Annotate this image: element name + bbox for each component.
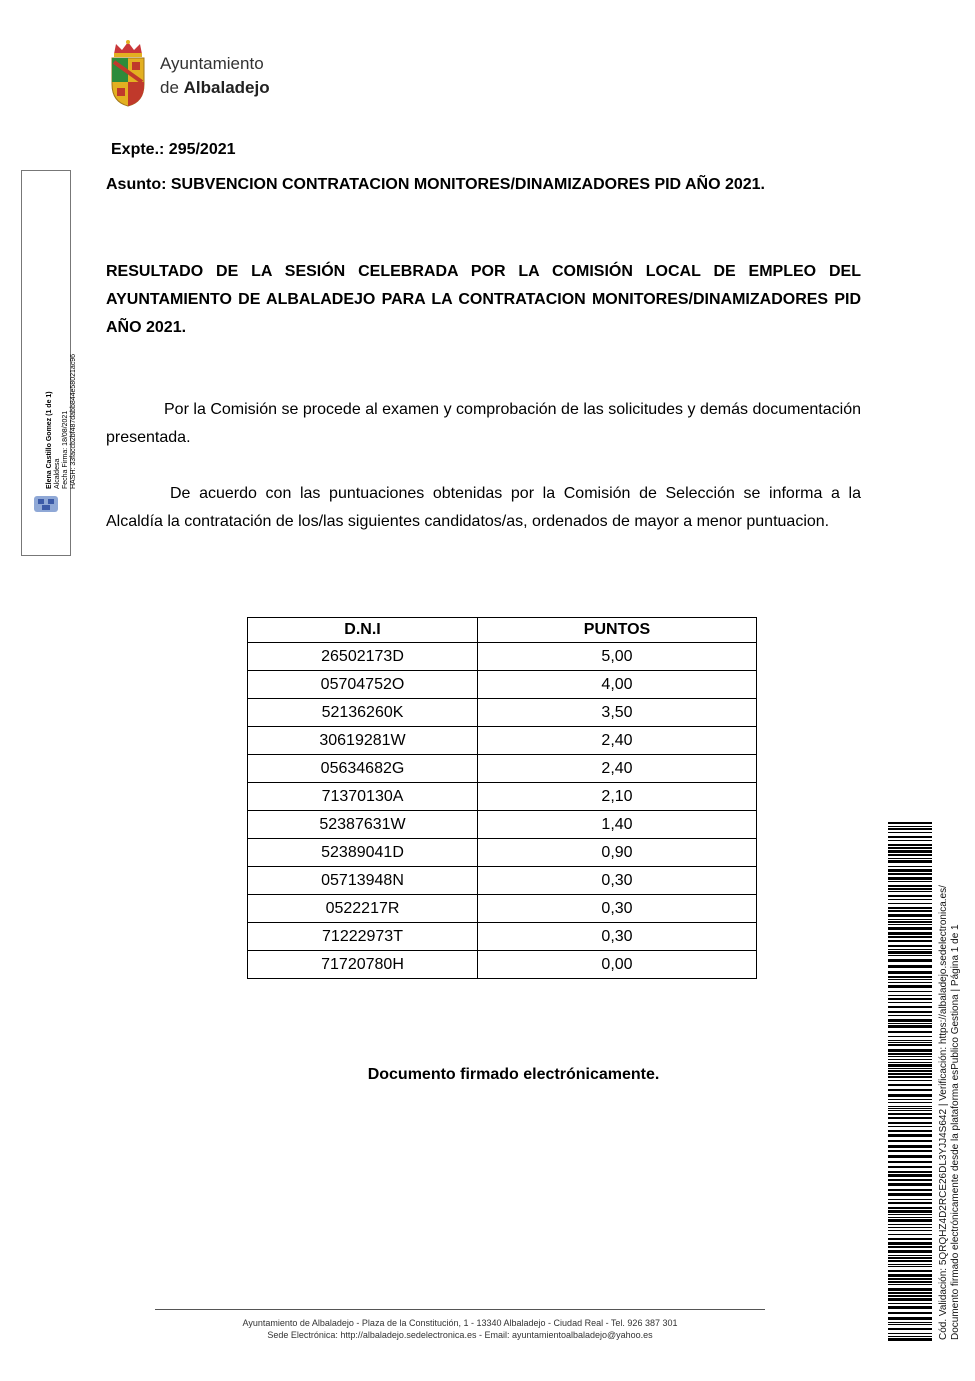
points-cell: 3,50 (478, 699, 757, 727)
paragraph-selection: De acuerdo con las puntuaciones obtenidas por la Comisión de Selección se informa a la Alcaldía la contratación de los/las siguientes candidatos/as, ordenados de mayor a menor puntuacion. (106, 485, 861, 530)
logo-wordmark (160, 52, 270, 100)
footer-address: Ayuntamiento de Albaladejo - Plaza de la Constitución, 1 - 13340 Albaladejo - Ciudad Real - Tel. 926 387 301 (242, 1318, 678, 1328)
signature-details (46, 289, 78, 489)
logo-line1: Ayuntamiento (160, 54, 264, 73)
file-number: Expte.: 295/2021 (111, 141, 236, 158)
electronically-signed-note: Documento firmado electrónicamente. (367, 1066, 660, 1083)
dni-cell: 0522217R (248, 895, 478, 923)
table-row (248, 811, 757, 839)
subject-line: Asunto: SUBVENCION CONTRATACION MONITORES/DINAMIZADORES PID AÑO 2021. (106, 176, 765, 193)
points-cell: 0,90 (478, 839, 757, 867)
dni-cell: 71720780H (248, 951, 478, 979)
table-row (248, 951, 757, 979)
points-cell: 2,40 (478, 727, 757, 755)
footer-divider (155, 1309, 765, 1310)
points-cell: 0,00 (478, 951, 757, 979)
points-cell: 1,40 (478, 811, 757, 839)
result-heading: RESULTADO DE LA SESIÓN CELEBRADA POR LA COMISIÓN LOCAL DE EMPLEO DEL AYUNTAMIENTO DE ALBALADEJO PARA LA CONTRATACION MONITORES/DINAMIZADORES PID AÑO 2021. (106, 263, 861, 336)
table-row (248, 867, 757, 895)
signer-role: Alcaldesa (54, 458, 61, 489)
points-cell: 2,40 (478, 755, 757, 783)
validation-info (938, 885, 962, 1340)
dni-cell: 05634682G (248, 755, 478, 783)
points-cell: 2,10 (478, 783, 757, 811)
footer-contact: Sede Electrónica: http://albaladejo.sedelectronica.es - Email: ayuntamientoalbaladejo@yahoo.es (267, 1330, 653, 1340)
logo-town-name: Albaladejo (183, 78, 270, 97)
dni-cell: 26502173D (248, 643, 478, 671)
logo-line2-prefix: de (160, 78, 179, 97)
validation-barcode (888, 822, 932, 1342)
points-cell: 0,30 (478, 867, 757, 895)
table-row (248, 783, 757, 811)
table-row (248, 699, 757, 727)
table-row (248, 895, 757, 923)
column-header-dni: D.N.I (248, 618, 478, 643)
dni-cell: 71370130A (248, 783, 478, 811)
dni-cell: 52389041D (248, 839, 478, 867)
points-cell: 0,30 (478, 895, 757, 923)
table-row (248, 839, 757, 867)
paragraph-examination: Por la Comisión se procede al examen y comprobación de las solicitudes y demás documentación presentada. (106, 401, 861, 446)
points-cell: 4,00 (478, 671, 757, 699)
candidates-score-table (247, 617, 757, 979)
dni-cell: 71222973T (248, 923, 478, 951)
table-row (248, 755, 757, 783)
table-row (248, 643, 757, 671)
dni-cell: 05704752O (248, 671, 478, 699)
seal-icon (32, 493, 60, 515)
table-row (248, 727, 757, 755)
points-cell: 0,30 (478, 923, 757, 951)
table-row (248, 671, 757, 699)
table-header-row (248, 618, 757, 643)
signature-date: Fecha Firma: 18/08/2021 (62, 410, 69, 489)
validation-code-line: Cód. Validación: 5QRQHZ4D2RCE26DL3YJJ4S642 | Verificación: https://albaladejo.sedelectronica.es/ (938, 885, 949, 1340)
municipal-coat-of-arms-logo (108, 38, 148, 108)
dni-cell: 30619281W (248, 727, 478, 755)
signature-hash: HASH: 33faccb2bf487dabb844e58021ac96 (70, 353, 77, 489)
dni-cell: 05713948N (248, 867, 478, 895)
dni-cell: 52387631W (248, 811, 478, 839)
validation-platform-line: Documento firmado electrónicamente desde la plataforma esPublico Gestiona | Página 1 de 1 (950, 924, 961, 1340)
points-cell: 5,00 (478, 643, 757, 671)
dni-cell: 52136260K (248, 699, 478, 727)
signature-stamp (21, 170, 77, 556)
column-header-points: PUNTOS (478, 618, 757, 643)
signer-name: Elena Castillo Gomez (1 de 1) (46, 391, 53, 489)
table-row (248, 923, 757, 951)
